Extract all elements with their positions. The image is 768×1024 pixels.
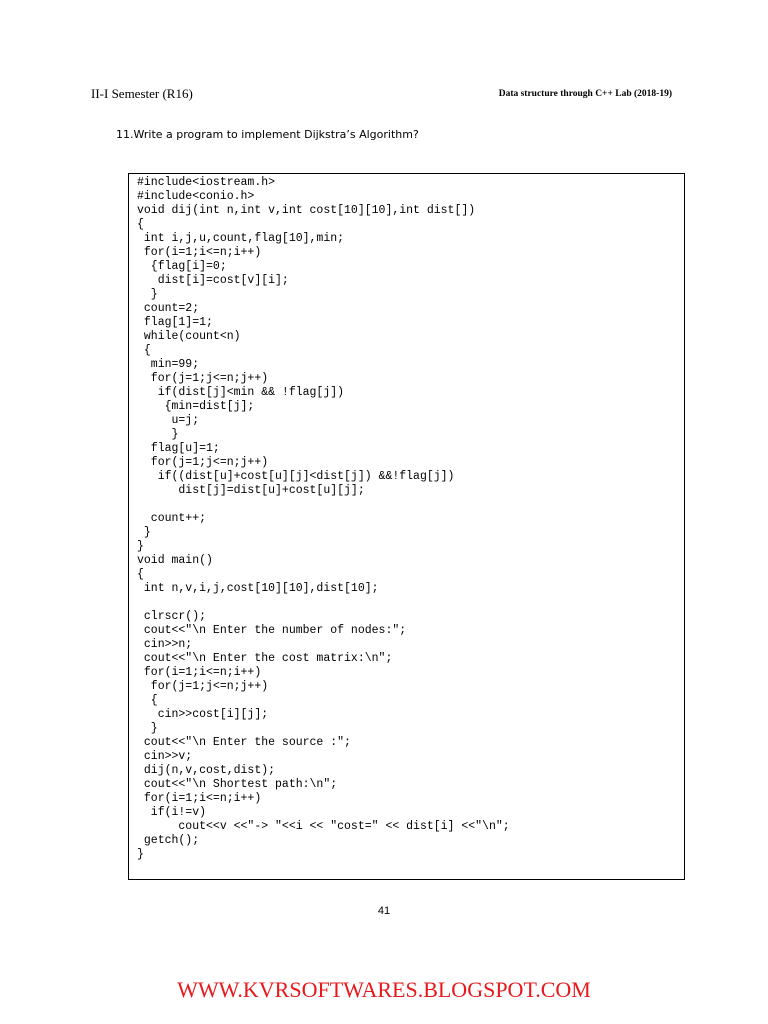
code-line: cin>>n;: [137, 638, 193, 651]
question-heading: 11.Write a program to implement Dijkstra’s Algorithm?: [116, 128, 419, 141]
code-line: }: [137, 288, 158, 301]
code-line: [137, 498, 510, 512]
code-line: flag[1]=1;: [137, 316, 213, 329]
code-line: for(j=1;j<=n;j++): [137, 456, 269, 469]
code-line: }: [137, 848, 144, 861]
code-line: for(i=1;i<=n;i++): [137, 792, 262, 805]
code-line: dij(n,v,cost,dist);: [137, 764, 276, 777]
code-line: for(j=1;j<=n;j++): [137, 372, 269, 385]
code-line: {min=dist[j];: [137, 400, 255, 413]
code-line: #include<iostream.h>: [137, 176, 276, 189]
code-line: dist[i]=cost[v][i];: [137, 274, 289, 287]
code-line: cout<<"\n Enter the number of nodes:";: [137, 624, 407, 637]
code-line: }: [137, 540, 144, 553]
code-listing-box: [128, 173, 685, 880]
code-line: if(dist[j]<min && !flag[j]): [137, 386, 345, 399]
code-line: cout<<v <<"-> "<<i << "cost=" << dist[i] <<"\n";: [137, 820, 510, 833]
code-line: }: [137, 428, 179, 441]
code-line: if((dist[u]+cost[u][j]<dist[j]) &&!flag[j]): [137, 470, 455, 483]
code-line: getch();: [137, 834, 200, 847]
code-line: cin>>cost[i][j];: [137, 708, 269, 721]
code-line: #include<conio.h>: [137, 190, 255, 203]
code-line: count++;: [137, 512, 207, 525]
code-line: void dij(int n,int v,int cost[10][10],int dist[]): [137, 204, 476, 217]
code-line: cout<<"\n Shortest path:\n";: [137, 778, 338, 791]
code-line: cout<<"\n Enter the cost matrix:\n";: [137, 652, 393, 665]
code-line: if(i!=v): [137, 806, 207, 819]
header-course-title: Data structure through C++ Lab (2018-19): [498, 89, 672, 99]
code-line: for(i=1;i<=n;i++): [137, 246, 262, 259]
code-listing: [137, 176, 510, 862]
page-number: 41: [377, 905, 391, 917]
code-line: {: [137, 344, 151, 357]
code-line: int n,v,i,j,cost[10][10],dist[10];: [137, 582, 379, 595]
code-line: while(count<n): [137, 330, 241, 343]
code-line: {flag[i]=0;: [137, 260, 227, 273]
code-line: int i,j,u,count,flag[10],min;: [137, 232, 345, 245]
code-line: flag[u]=1;: [137, 442, 220, 455]
code-line: for(j=1;j<=n;j++): [137, 680, 269, 693]
code-line: {: [137, 568, 144, 581]
code-line: {: [137, 694, 158, 707]
code-line: }: [137, 722, 158, 735]
code-line: cin>>v;: [137, 750, 193, 763]
code-line: void main(): [137, 554, 213, 567]
footer-website-link[interactable]: WWW.KVRSOFTWARES.BLOGSPOT.COM: [177, 977, 591, 1002]
code-line: clrscr();: [137, 610, 207, 623]
code-line: [137, 596, 510, 610]
code-line: }: [137, 526, 151, 539]
code-line: dist[j]=dist[u]+cost[u][j];: [137, 484, 365, 497]
code-line: for(i=1;i<=n;i++): [137, 666, 262, 679]
code-line: cout<<"\n Enter the source :";: [137, 736, 351, 749]
code-line: count=2;: [137, 302, 200, 315]
code-line: u=j;: [137, 414, 200, 427]
code-line: {: [137, 218, 144, 231]
code-line: min=99;: [137, 358, 200, 371]
header-semester: II-I Semester (R16): [91, 86, 193, 101]
